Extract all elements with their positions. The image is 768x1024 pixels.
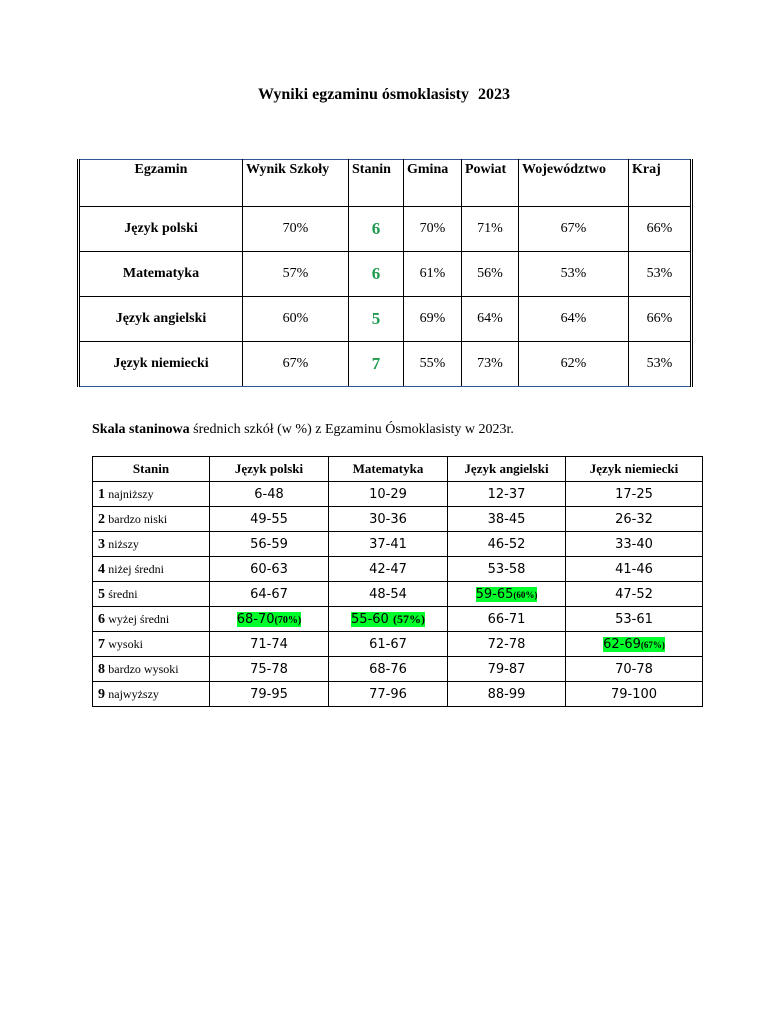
range-angielski: 53-58 — [448, 557, 566, 582]
range-matematyka: 10-29 — [329, 482, 448, 507]
range-niemiecki: 79-100 — [566, 682, 703, 707]
highlighted-range — [351, 612, 425, 627]
stanin-label: wyżej średni — [108, 611, 170, 626]
table-row — [79, 207, 692, 252]
stanin-label: średni — [108, 586, 138, 601]
range-matematyka: 37-41 — [329, 532, 448, 557]
kraj-score: 66% — [629, 297, 692, 342]
range-polski: 71-74 — [210, 632, 329, 657]
gmina-score: 61% — [404, 252, 462, 297]
stanin-number: 4 — [98, 561, 105, 577]
table-row — [79, 252, 692, 297]
stanin-value: 6 — [349, 252, 404, 297]
gmina-score: 70% — [404, 207, 462, 252]
range-polski: 75-78 — [210, 657, 329, 682]
scale-header-polski: Język polski — [210, 457, 329, 482]
range-polski: 79-95 — [210, 682, 329, 707]
powiat-score: 56% — [462, 252, 519, 297]
range-niemiecki — [566, 632, 703, 657]
header-powiat: Powiat — [462, 160, 519, 207]
table-row — [93, 682, 703, 707]
range-matematyka: 61-67 — [329, 632, 448, 657]
stanin-label: bardzo wysoki — [108, 661, 179, 676]
range-value: 55-60 — [351, 611, 393, 627]
kraj-score: 66% — [629, 207, 692, 252]
table-row — [79, 297, 692, 342]
range-niemiecki: 53-61 — [566, 607, 703, 632]
header-stanin: Stanin — [349, 160, 404, 207]
caption-bold: Skala staninowa — [92, 422, 190, 437]
range-niemiecki: 41-46 — [566, 557, 703, 582]
stanin-value: 7 — [349, 342, 404, 387]
header-wynik-szkoly: Wynik Szkoły — [243, 160, 349, 207]
gmina-score: 69% — [404, 297, 462, 342]
stanin-level — [93, 582, 210, 607]
exam-name: Język niemiecki — [79, 342, 243, 387]
range-angielski — [448, 582, 566, 607]
header-kraj: Kraj — [629, 160, 692, 207]
range-angielski: 46-52 — [448, 532, 566, 557]
scale-header-matematyka: Matematyka — [329, 457, 448, 482]
school-score: 60% — [243, 297, 349, 342]
header-egzamin: Egzamin — [79, 160, 243, 207]
results-table — [77, 159, 693, 387]
table-row — [93, 482, 703, 507]
range-polski: 6-48 — [210, 482, 329, 507]
stanin-level — [93, 632, 210, 657]
stanin-level — [93, 482, 210, 507]
powiat-score: 64% — [462, 297, 519, 342]
stanin-label: niżej średni — [108, 561, 164, 576]
stanin-label: wysoki — [108, 636, 143, 651]
stanin-number: 6 — [98, 611, 105, 627]
scale-header-angielski: Język angielski — [448, 457, 566, 482]
title-text: Wyniki egzaminu ósmoklasisty — [258, 86, 469, 103]
range-niemiecki: 70-78 — [566, 657, 703, 682]
range-angielski: 38-45 — [448, 507, 566, 532]
range-niemiecki: 26-32 — [566, 507, 703, 532]
range-niemiecki: 47-52 — [566, 582, 703, 607]
scale-header-niemiecki: Język niemiecki — [566, 457, 703, 482]
stanin-level — [93, 657, 210, 682]
stanin-value: 5 — [349, 297, 404, 342]
page-title — [0, 86, 768, 104]
range-matematyka — [329, 607, 448, 632]
stanin-number: 3 — [98, 536, 105, 552]
stanin-number: 7 — [98, 636, 105, 652]
school-result-note: (70%) — [274, 614, 302, 626]
range-polski: 49-55 — [210, 507, 329, 532]
stanin-number: 9 — [98, 686, 105, 702]
school-result-note: (67%) — [640, 639, 665, 650]
range-polski — [210, 607, 329, 632]
stanin-level — [93, 532, 210, 557]
range-value: 62-69 — [603, 636, 641, 652]
highlighted-range — [237, 612, 301, 627]
stanin-level — [93, 607, 210, 632]
exam-name: Matematyka — [79, 252, 243, 297]
range-angielski: 72-78 — [448, 632, 566, 657]
range-niemiecki: 33-40 — [566, 532, 703, 557]
range-polski: 56-59 — [210, 532, 329, 557]
table-row — [93, 582, 703, 607]
stanin-level — [93, 557, 210, 582]
table-row — [79, 342, 692, 387]
highlighted-range — [603, 637, 665, 652]
results-header-row — [79, 160, 692, 207]
table-row — [93, 657, 703, 682]
table-row — [93, 632, 703, 657]
range-angielski: 66-71 — [448, 607, 566, 632]
table-row — [93, 557, 703, 582]
kraj-score: 53% — [629, 342, 692, 387]
stanin-level — [93, 507, 210, 532]
range-angielski: 12-37 — [448, 482, 566, 507]
range-matematyka: 68-76 — [329, 657, 448, 682]
header-wojewodztwo: Województwo — [519, 160, 629, 207]
stanin-number: 1 — [98, 486, 105, 502]
stanin-value: 6 — [349, 207, 404, 252]
wojewodztwo-score: 64% — [519, 297, 629, 342]
school-score: 67% — [243, 342, 349, 387]
range-matematyka: 48-54 — [329, 582, 448, 607]
range-polski: 60-63 — [210, 557, 329, 582]
powiat-score: 71% — [462, 207, 519, 252]
stanin-label: bardzo niski — [108, 511, 168, 526]
gmina-score: 55% — [404, 342, 462, 387]
range-polski: 64-67 — [210, 582, 329, 607]
stanin-label: najniższy — [108, 486, 154, 501]
school-score: 57% — [243, 252, 349, 297]
range-matematyka: 42-47 — [329, 557, 448, 582]
table-row — [93, 532, 703, 557]
stanin-number: 2 — [98, 511, 105, 527]
header-gmina: Gmina — [404, 160, 462, 207]
wojewodztwo-score: 62% — [519, 342, 629, 387]
scale-header-row — [93, 457, 703, 482]
table-row — [93, 607, 703, 632]
stanin-number: 5 — [98, 586, 105, 602]
range-niemiecki: 17-25 — [566, 482, 703, 507]
kraj-score: 53% — [629, 252, 692, 297]
caption-text: średnich szkół (w %) z Egzaminu Ósmoklasisty w 2023r. — [189, 422, 514, 437]
range-value: 68-70 — [236, 611, 275, 627]
stanin-number: 8 — [98, 661, 105, 677]
range-matematyka: 77-96 — [329, 682, 448, 707]
school-result-note: (57%) — [392, 611, 425, 626]
school-score: 70% — [243, 207, 349, 252]
exam-name: Język polski — [79, 207, 243, 252]
powiat-score: 73% — [462, 342, 519, 387]
range-matematyka: 30-36 — [329, 507, 448, 532]
title-year: 2023 — [478, 86, 510, 103]
range-value: 59-65 — [475, 586, 514, 602]
scale-header-stanin: Stanin — [93, 457, 210, 482]
stanine-scale-table — [92, 456, 703, 707]
stanin-label: niższy — [108, 536, 139, 551]
scale-caption — [92, 422, 514, 438]
school-result-note: (60%) — [513, 589, 538, 600]
wojewodztwo-score: 67% — [519, 207, 629, 252]
stanin-level — [93, 682, 210, 707]
wojewodztwo-score: 53% — [519, 252, 629, 297]
stanin-label: najwyższy — [108, 686, 159, 701]
highlighted-range — [476, 587, 538, 602]
table-row — [93, 507, 703, 532]
range-angielski: 88-99 — [448, 682, 566, 707]
range-angielski: 79-87 — [448, 657, 566, 682]
exam-name: Język angielski — [79, 297, 243, 342]
